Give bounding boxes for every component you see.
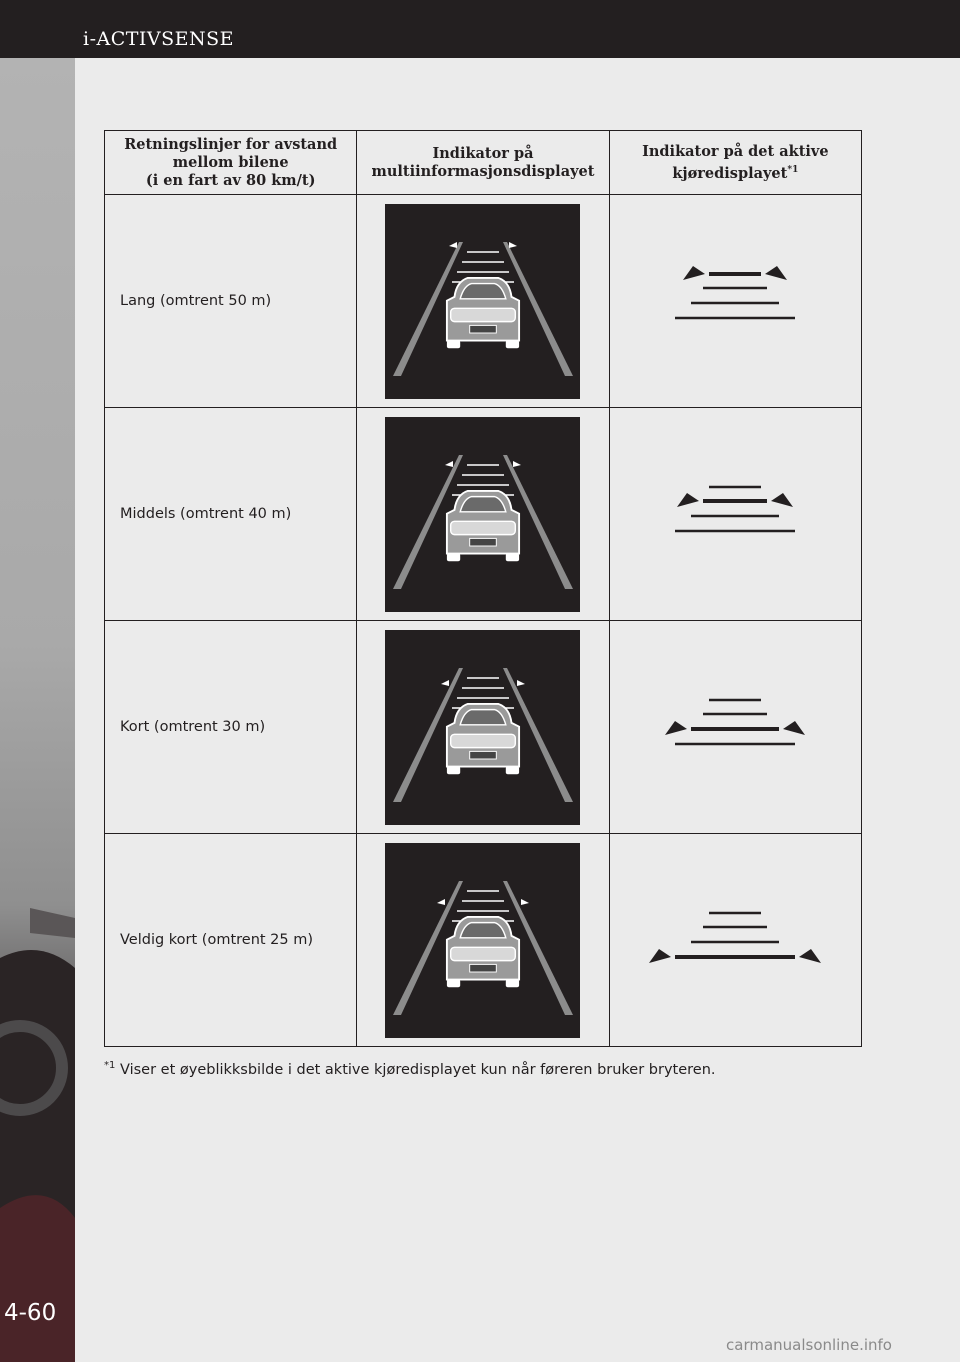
header-multi-info-display [357, 131, 609, 195]
header-line: Indikator på [432, 144, 534, 162]
distance-label: Kort (omtrent 30 m) [120, 719, 266, 735]
multi-info-display-cell [357, 834, 609, 1047]
hud-marker-right [771, 493, 793, 507]
car-rear-icon [447, 916, 519, 986]
distance-label: Veldig kort (omtrent 25 m) [120, 932, 314, 948]
active-driving-display-cell [609, 408, 861, 621]
car-rear-icon [447, 277, 519, 347]
active-driving-display-cell [609, 195, 861, 408]
header-line: multiinformasjonsdisplayet [371, 162, 595, 180]
table-row [105, 195, 862, 408]
footnote [104, 1060, 716, 1078]
watermark: carmanualsonline.info [726, 1336, 892, 1354]
header-line: kjøredisplayet [672, 164, 788, 182]
car-rear-icon [447, 703, 519, 773]
table-row [105, 834, 862, 1047]
dashboard-photo-graphic [0, 58, 75, 1362]
distance-label-cell [105, 621, 357, 834]
active-driving-display-cell [609, 834, 861, 1047]
distance-table [104, 130, 862, 1047]
footnote-text: Viser et øyeblikksbilde i det aktive kjøredisplayet kun når føreren bruker bryteren. [119, 1061, 716, 1078]
multi-info-display-graphic [385, 843, 580, 1038]
hud-marker-left [649, 949, 671, 963]
distance-label-cell [105, 195, 357, 408]
active-driving-display-cell [609, 621, 861, 834]
active-driving-display-graphic [625, 246, 845, 356]
footnote-ref: *1 [787, 164, 799, 175]
table-row [105, 621, 862, 834]
multi-info-display-graphic [385, 630, 580, 825]
hud-marker-right [783, 721, 805, 735]
hud-marker-right [765, 266, 787, 280]
sidebar-photo [0, 58, 75, 1362]
top-bar [0, 0, 960, 58]
header-active-driving-display [609, 131, 861, 195]
hud-marker-right [799, 949, 821, 963]
hud-marker-left [677, 493, 699, 507]
table-header-row [105, 131, 862, 195]
section-title: i-ACTIVSENSE [83, 28, 235, 50]
multi-info-display-cell [357, 195, 609, 408]
header-line: Indikator på det aktive [642, 142, 829, 160]
multi-info-display-cell [357, 408, 609, 621]
distance-label-cell [105, 834, 357, 1047]
header-distance-guideline [105, 131, 357, 195]
page-number: 4-60 [4, 1300, 57, 1326]
header-line: (i en fart av 80 km/t) [145, 171, 316, 189]
distance-label: Lang (omtrent 50 m) [120, 293, 272, 309]
table-row [105, 408, 862, 621]
multi-info-display-cell [357, 621, 609, 834]
active-driving-display-graphic [625, 459, 845, 569]
distance-label-cell [105, 408, 357, 621]
car-rear-icon [447, 490, 519, 560]
distance-label: Middels (omtrent 40 m) [120, 506, 292, 522]
header-line: Retningslinjer for avstand [124, 135, 338, 153]
hud-marker-left [665, 721, 687, 735]
active-driving-display-graphic [625, 885, 845, 995]
multi-info-display-graphic [385, 204, 580, 399]
footnote-mark: *1 [104, 1060, 116, 1071]
hud-marker-left [683, 266, 705, 280]
multi-info-display-graphic [385, 417, 580, 612]
header-line: mellom bilene [172, 153, 289, 171]
active-driving-display-graphic [625, 672, 845, 782]
